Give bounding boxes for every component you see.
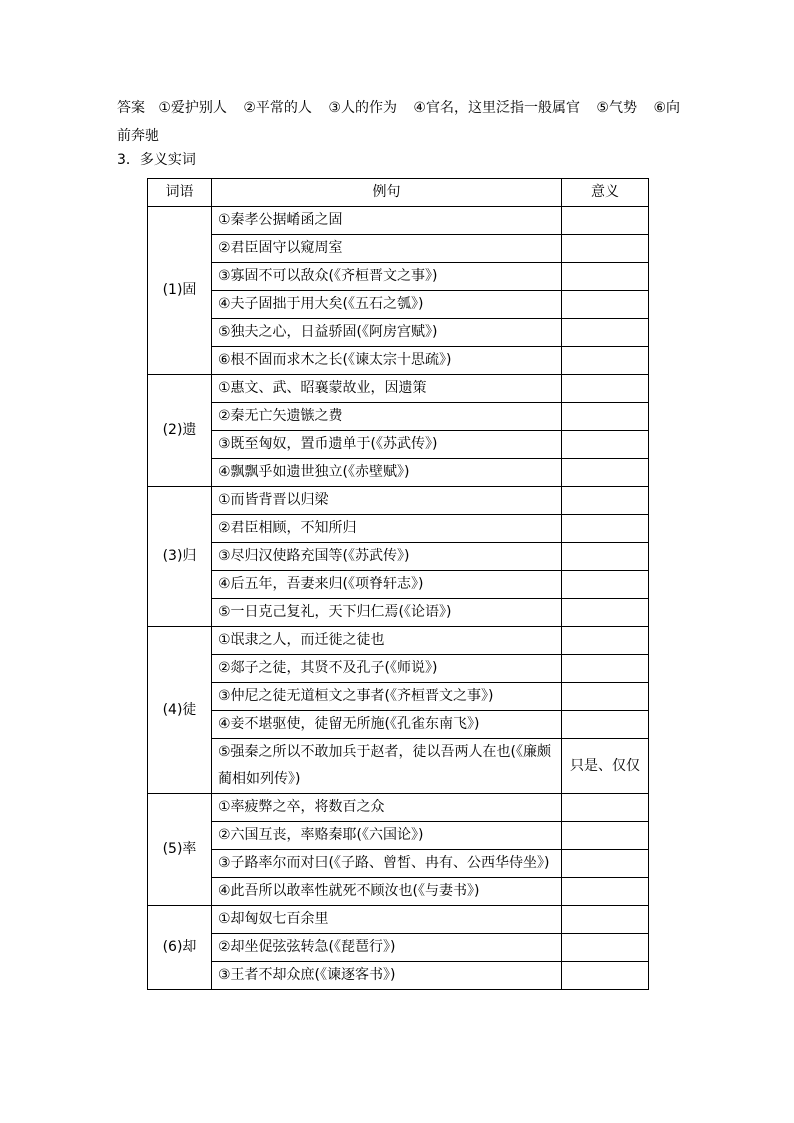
meaning-cell — [562, 431, 649, 459]
meaning-cell — [562, 934, 649, 962]
meaning-cell — [562, 794, 649, 822]
meaning-cell — [562, 207, 649, 235]
table-row — [148, 347, 649, 375]
table-row — [148, 962, 649, 990]
example-cell: ⑤一日克己复礼，天下归仁焉(《论语》) — [212, 599, 562, 627]
table-row — [148, 822, 649, 850]
word-cell: (3)归 — [148, 487, 212, 627]
example-cell: ②君臣相顾，不知所归 — [212, 515, 562, 543]
answer-item: ③人的作为 — [328, 100, 397, 116]
meaning-cell — [562, 347, 649, 375]
meaning-cell — [562, 487, 649, 515]
header-word: 词语 — [148, 179, 212, 207]
example-cell: ②六国互丧，率赂秦耶(《六国论》) — [212, 822, 562, 850]
example-cell: ①而皆背晋以归梁 — [212, 487, 562, 515]
example-cell: ④夫子固拙于用大矣(《五石之瓠》) — [212, 291, 562, 319]
example-cell: ③仲尼之徒无道桓文之事者(《齐桓晋文之事》) — [212, 683, 562, 711]
example-cell: ③子路率尔而对曰(《子路、曾皙、冉有、公西华侍坐》) — [212, 850, 562, 878]
answer-label: 答案 — [117, 100, 145, 116]
answer-paragraph — [117, 94, 682, 150]
table-row — [148, 599, 649, 627]
table-row — [148, 934, 649, 962]
example-cell: ④后五年，吾妻来归(《项脊轩志》) — [212, 571, 562, 599]
meaning-cell — [562, 962, 649, 990]
table-row — [148, 571, 649, 599]
meaning-cell — [562, 571, 649, 599]
example-cell: ④此吾所以敢率性就死不顾汝也(《与妻书》) — [212, 878, 562, 906]
table-row — [148, 850, 649, 878]
example-cell: ③尽归汉使路充国等(《苏武传》) — [212, 543, 562, 571]
table-row — [148, 794, 649, 822]
example-cell: ⑤独夫之心，日益骄固(《阿房宫赋》) — [212, 319, 562, 347]
example-cell: ⑤强秦之所以不敢加兵于赵者，徒以吾两人在也(《廉颇蔺相如列传》) — [212, 739, 562, 794]
word-cell: (1)固 — [148, 207, 212, 375]
table-row — [148, 627, 649, 655]
table-row — [148, 263, 649, 291]
meaning-cell — [562, 599, 649, 627]
table-row — [148, 207, 649, 235]
meaning-cell — [562, 291, 649, 319]
table-row — [148, 711, 649, 739]
answer-item: ④官名，这里泛指一般属官 — [413, 100, 580, 116]
word-cell: (4)徒 — [148, 627, 212, 794]
table-row — [148, 319, 649, 347]
answer-item: ①爱护别人 — [158, 100, 227, 116]
table-row — [148, 543, 649, 571]
meaning-cell — [562, 403, 649, 431]
meaning-cell — [562, 459, 649, 487]
meaning-cell: 只是、仅仅 — [562, 739, 649, 794]
meaning-cell — [562, 375, 649, 403]
example-cell: ①秦孝公据崤函之固 — [212, 207, 562, 235]
example-cell: ①率疲弊之卒，将数百之众 — [212, 794, 562, 822]
answer-item: ⑥向前奔驰 — [117, 100, 680, 144]
meaning-cell — [562, 906, 649, 934]
table-row — [148, 906, 649, 934]
table-row — [148, 235, 649, 263]
meaning-cell — [562, 878, 649, 906]
example-cell: ⑥根不固而求木之长(《谏太宗十思疏》) — [212, 347, 562, 375]
example-cell: ③王者不却众庶(《谏逐客书》) — [212, 962, 562, 990]
answer-item: ②平常的人 — [243, 100, 312, 116]
word-cell: (2)遗 — [148, 375, 212, 487]
table-header-row — [148, 179, 649, 207]
word-cell: (6)却 — [148, 906, 212, 990]
meaning-cell — [562, 822, 649, 850]
example-cell: ②君臣固守以窥周室 — [212, 235, 562, 263]
meaning-cell — [562, 711, 649, 739]
meaning-cell — [562, 850, 649, 878]
meaning-cell — [562, 515, 649, 543]
table-row — [148, 403, 649, 431]
example-cell: ④飘飘乎如遗世独立(《赤壁赋》) — [212, 459, 562, 487]
table-row — [148, 515, 649, 543]
table-row — [148, 431, 649, 459]
table-row — [148, 655, 649, 683]
example-cell: ②却坐促弦弦转急(《琵琶行》) — [212, 934, 562, 962]
table-row — [148, 459, 649, 487]
word-cell: (5)率 — [148, 794, 212, 906]
example-cell: ③既至匈奴，置币遗单于(《苏武传》) — [212, 431, 562, 459]
meaning-cell — [562, 263, 649, 291]
section-title: 3．多义实词 — [117, 152, 196, 168]
meaning-cell — [562, 319, 649, 347]
answer-item: ⑤气势 — [596, 100, 637, 116]
table-row — [148, 487, 649, 515]
meaning-cell — [562, 543, 649, 571]
example-cell: ①惠文、武、昭襄蒙故业，因遗策 — [212, 375, 562, 403]
table-row — [148, 683, 649, 711]
meaning-cell — [562, 655, 649, 683]
example-cell: ①氓隶之人，而迁徙之徒也 — [212, 627, 562, 655]
example-cell: ③寡固不可以敌众(《齐桓晋文之事》) — [212, 263, 562, 291]
polysemy-table — [147, 178, 649, 990]
table-row — [148, 375, 649, 403]
table-row — [148, 291, 649, 319]
meaning-cell — [562, 627, 649, 655]
meaning-cell — [562, 683, 649, 711]
example-cell: ①却匈奴七百余里 — [212, 906, 562, 934]
table-row — [148, 878, 649, 906]
example-cell: ④妾不堪驱使，徒留无所施(《孔雀东南飞》) — [212, 711, 562, 739]
header-example: 例句 — [212, 179, 562, 207]
example-cell: ②郯子之徒，其贤不及孔子(《师说》) — [212, 655, 562, 683]
header-meaning: 意义 — [562, 179, 649, 207]
meaning-cell — [562, 235, 649, 263]
example-cell: ②秦无亡矢遗镞之费 — [212, 403, 562, 431]
table-row — [148, 739, 649, 794]
